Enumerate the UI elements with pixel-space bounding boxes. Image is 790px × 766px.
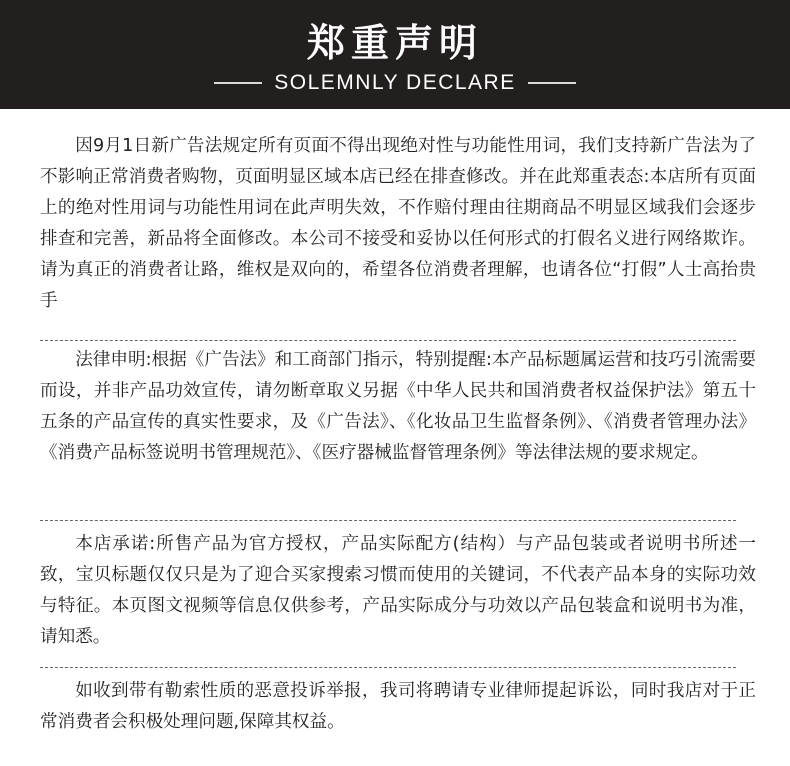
section-divider xyxy=(40,520,736,521)
subtitle-row xyxy=(0,70,790,96)
notice-section-store-promise xyxy=(40,529,756,653)
subtitle-line-left xyxy=(214,82,262,84)
notice-paragraph: 因9月1日新广告法规定所有页面不得出现绝对性与功能性用词，我们支持新广告法为了不影响正常消费者购物，页面明显区域本店已经在排查修改。并在此郑重表态:本店所有页面上的绝对性用词与功能性用词在此声明失效，不作赔付理由往期商品不明显区域我们会逐步排查和完善，新品将全面修改。本公司不接受和妥协以任何形式的打假名义进行网络欺诈。请为真正的消费者让路，维权是双向的，希望各位消费者理解，也请各位“打假”人士高抬贵手 xyxy=(40,136,756,311)
notice-section-ad-law xyxy=(40,131,756,317)
page-subtitle: SOLEMNLY DECLARE xyxy=(274,71,516,94)
section-divider xyxy=(40,667,736,668)
notice-paragraph: 法律申明:根据《广告法》和工商部门指示，特别提醒:本产品标题属运营和技巧引流需要而设，并非产品功效宣传，请勿断章取义另据《中华人民共和国消费者权益保护法》第五十五条的产品宣传的真实性要求，及《广告法》、《化妆品卫生监督条例》、《消费者管理办法》《消费产品标签说明书管理规范》、《医疗器械监督管理条例》等法律法规的要求规定。 xyxy=(40,350,756,463)
notice-paragraph: 如收到带有勒索性质的恶意投诉举报，我司将聘请专业律师提起诉讼，同时我店对于正常消费者会积极处理问题,保障其权益。 xyxy=(40,681,756,732)
notice-section-complaint-policy xyxy=(40,676,756,738)
section-divider xyxy=(40,340,736,341)
page-title: 郑重声明 xyxy=(306,21,483,65)
header-banner xyxy=(0,0,790,109)
notice-section-legal-statement xyxy=(40,345,756,469)
notice-paragraph: 本店承诺:所售产品为官方授权，产品实际配方(结构）与产品包装或者说明书所述一致，宝贝标题仅仅只是为了迎合买家搜索习惯而使用的关键词，不代表产品本身的实际功效与特征。本页图文视频等信息仅供参考，产品实际成分与功效以产品包装盒和说明书为准，请知悉。 xyxy=(40,534,756,647)
subtitle-line-right xyxy=(528,82,576,84)
